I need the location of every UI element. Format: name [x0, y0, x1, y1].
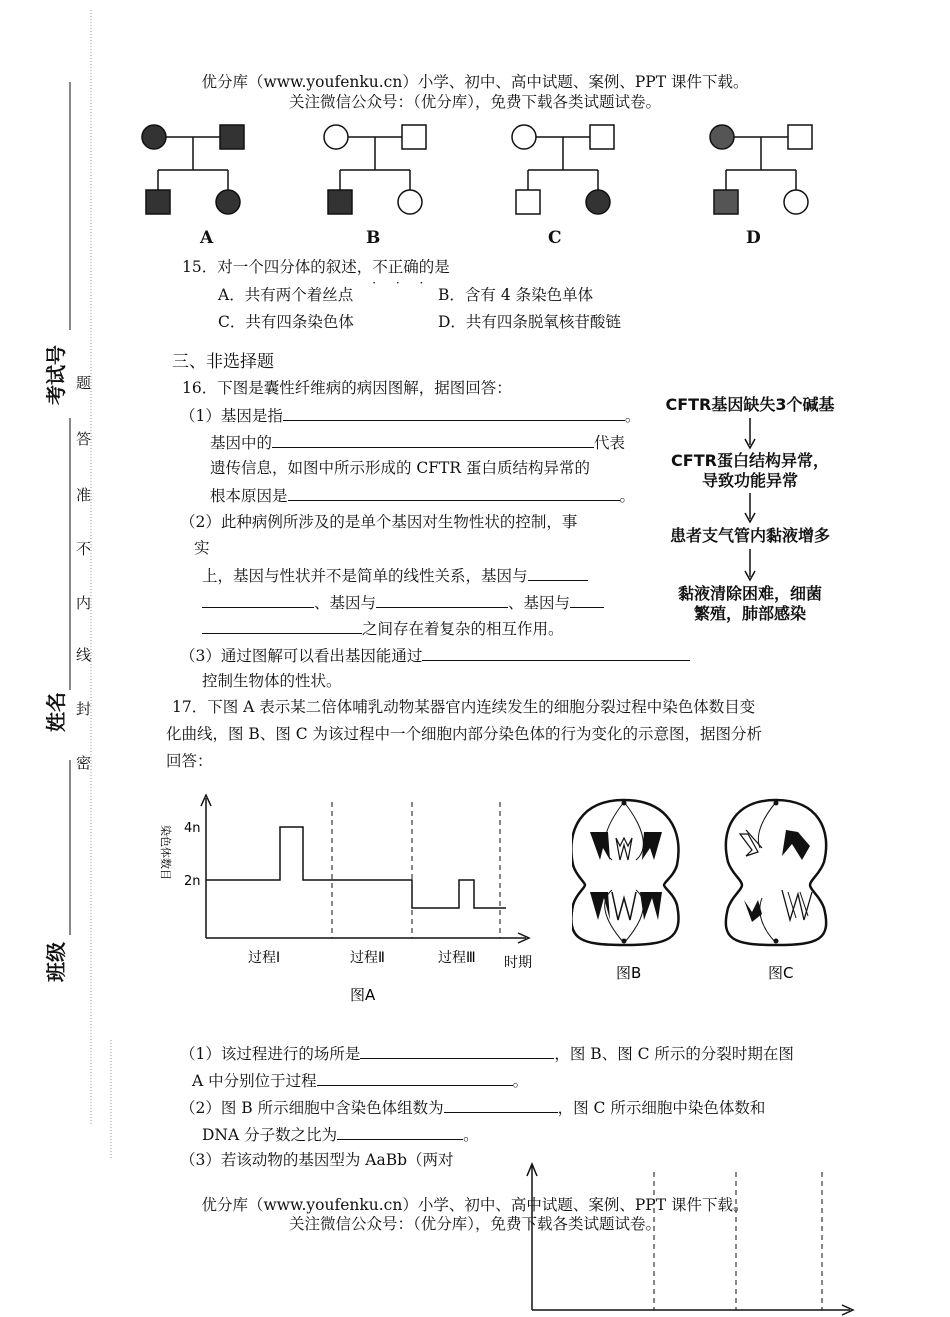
- q16-blank-1[interactable]: [283, 405, 625, 421]
- pedigree-diagrams: [130, 115, 830, 255]
- q16-blank-8[interactable]: [202, 618, 362, 634]
- q16-stem: 16．下图是囊性纤维病的病因图解，据图回答：: [182, 379, 512, 397]
- flow-arrow-1: [745, 418, 755, 448]
- q16-part2-line4: 、基因与 、基因与: [202, 592, 604, 613]
- q17-part3-line1: （3）若该动物的基因型为 AaBb（两对: [180, 1151, 454, 1169]
- blank-answer-graph: [520, 1158, 860, 1317]
- pedigree-b: [324, 125, 426, 214]
- footer-line-2: 关注微信公众号：（优分库），免费下载各类试题试卷。: [288, 1215, 661, 1233]
- q16-part2-line3: 上，基因与性状并不是简单的线性关系，基因与: [202, 565, 588, 586]
- pedigree-a: [142, 125, 244, 214]
- q15-option-c: C．共有四条染色体: [218, 313, 354, 331]
- header-line-1: 优分库（www.youfenku.cn）小学、初中、高中试题、案例、PPT 课件下载。: [201, 73, 749, 91]
- pedigree-c: [512, 125, 614, 214]
- q16-blank-5[interactable]: [202, 592, 314, 608]
- q16-part1-line2: 基因中的 代表: [210, 434, 626, 452]
- flow-arrow-2: [745, 493, 755, 522]
- q17-blank-3[interactable]: [444, 1097, 558, 1113]
- flow-step-3: 患者支气管内黏液增多: [669, 526, 830, 545]
- tick-4n: 4n: [184, 821, 201, 836]
- seal-char-2: 答: [76, 430, 92, 448]
- seal-char-4: 不: [76, 540, 92, 558]
- flow-step-2a: CFTR蛋白结构异常，: [671, 451, 829, 470]
- figure-a-chart: [150, 790, 540, 1010]
- tick-2n: 2n: [184, 874, 201, 889]
- x-label-process-1: 过程Ⅰ: [248, 950, 281, 966]
- x-axis-label: 时期: [504, 955, 532, 971]
- q16-part1-line4: 根本原因是 。: [210, 487, 636, 505]
- q17-blank-4[interactable]: [337, 1124, 463, 1140]
- pedigree-label-d: D: [746, 228, 761, 248]
- section-3-heading: 三、非选择题: [172, 352, 274, 372]
- figure-c-cell: [718, 790, 838, 990]
- q15-option-b: B．含有 4 条染色单体: [438, 286, 594, 304]
- q17-part1-line2: A 中分别位于过程 。: [192, 1072, 529, 1090]
- q16-blank-9[interactable]: [422, 645, 690, 661]
- q16-part1-line3: 遗传信息，如图中所示形成的 CFTR 蛋白质结构异常的: [210, 459, 590, 477]
- flow-step-4b: 繁殖，肺部感染: [693, 604, 806, 623]
- footer-line-1: 优分库（www.youfenku.cn）小学、初中、高中试题、案例、PPT 课件下载。: [201, 1196, 749, 1214]
- seal-char-3: 准: [76, 486, 92, 504]
- q16-part3-line2: 控制生物体的性状。: [202, 672, 342, 690]
- seal-char-1: 题: [76, 374, 92, 392]
- q16-part2-line1: （2）此种病例所涉及的是单个基因对生物性状的控制，事: [180, 513, 578, 531]
- pedigree-label-c: C: [548, 228, 562, 248]
- chromosome-curve: [206, 827, 506, 908]
- q16-part1-line1: （1）基因是指 。: [180, 407, 641, 425]
- flow-step-4a: 黏液清除困难，细菌: [677, 584, 822, 603]
- name-label: 姓名: [44, 692, 68, 732]
- q16-part3-line1: （3）通过图解可以看出基因能通过: [180, 645, 690, 666]
- q16-blank-2[interactable]: [272, 432, 594, 448]
- q16-part2-line2: 实: [194, 539, 210, 557]
- seal-char-5: 内: [76, 594, 92, 612]
- pedigree-label-a: A: [200, 228, 214, 248]
- q16-part2-line5: 之间存在着复杂的相互作用。: [202, 618, 564, 639]
- q16-blank-4[interactable]: [528, 565, 588, 581]
- q15-stem: 15．对一个四分体的叙述，不正确 · · · 的是: [182, 258, 450, 290]
- figure-c-caption: 图C: [768, 964, 794, 982]
- flow-arrows: [740, 415, 760, 595]
- seal-char-7: 封: [76, 700, 92, 718]
- binding-margin-lines: [0, 0, 120, 1317]
- q17-part1-line1: （1）该过程进行的场所是 ，图 B、图 C 所示的分裂时期在图: [180, 1045, 794, 1063]
- figure-b-caption: 图B: [616, 964, 642, 982]
- q17-stem-line3: 回答：: [166, 752, 213, 770]
- class-label: 班级: [44, 942, 68, 982]
- x-label-process-2: 过程Ⅱ: [350, 950, 385, 966]
- flow-arrow-3: [745, 549, 755, 580]
- q15-option-d: D．共有四条脱氧核苷酸链: [438, 313, 621, 331]
- x-label-process-3: 过程Ⅲ: [438, 950, 476, 966]
- q17-part2-line2: DNA 分子数之比为 。: [202, 1126, 479, 1144]
- flow-step-2b: 导致功能异常: [701, 471, 798, 490]
- q17-stem-line2: 化曲线，图 B、图 C 为该过程中一个细胞内部分染色体的行为变化的示意图，据图分析: [166, 725, 763, 743]
- figure-a-caption: 图A: [350, 986, 376, 1004]
- exam-number-label: 考试号: [44, 345, 68, 405]
- q17-part2-line1: （2）图 B 所示细胞中含染色体组数为 ，图 C 所示细胞中染色体数和: [180, 1099, 766, 1117]
- q16-blank-6[interactable]: [376, 592, 508, 608]
- pedigree-d: [710, 125, 812, 214]
- q17-blank-1[interactable]: [360, 1043, 554, 1059]
- q15-option-a: A．共有两个着丝点: [218, 286, 354, 304]
- q17-blank-2[interactable]: [317, 1070, 513, 1086]
- y-axis-label: 染色体数目: [159, 825, 172, 880]
- q16-blank-7[interactable]: [570, 592, 604, 608]
- q16-blank-3[interactable]: [288, 485, 620, 501]
- seal-char-8: 密: [76, 754, 92, 772]
- figure-b-cell: [572, 790, 692, 990]
- flow-step-1: CFTR基因缺失3个碱基: [665, 395, 835, 414]
- q15-emphasis: 不正确 · · ·: [372, 258, 432, 290]
- seal-char-6: 线: [76, 646, 92, 664]
- q17-stem-line1: 17．下图 A 表示某二倍体哺乳动物某器官内连续发生的细胞分裂过程中染色体数目变: [172, 698, 756, 716]
- pedigree-label-b: B: [366, 228, 381, 248]
- header-line-2: 关注微信公众号：（优分库），免费下载各类试题试卷。: [288, 93, 661, 111]
